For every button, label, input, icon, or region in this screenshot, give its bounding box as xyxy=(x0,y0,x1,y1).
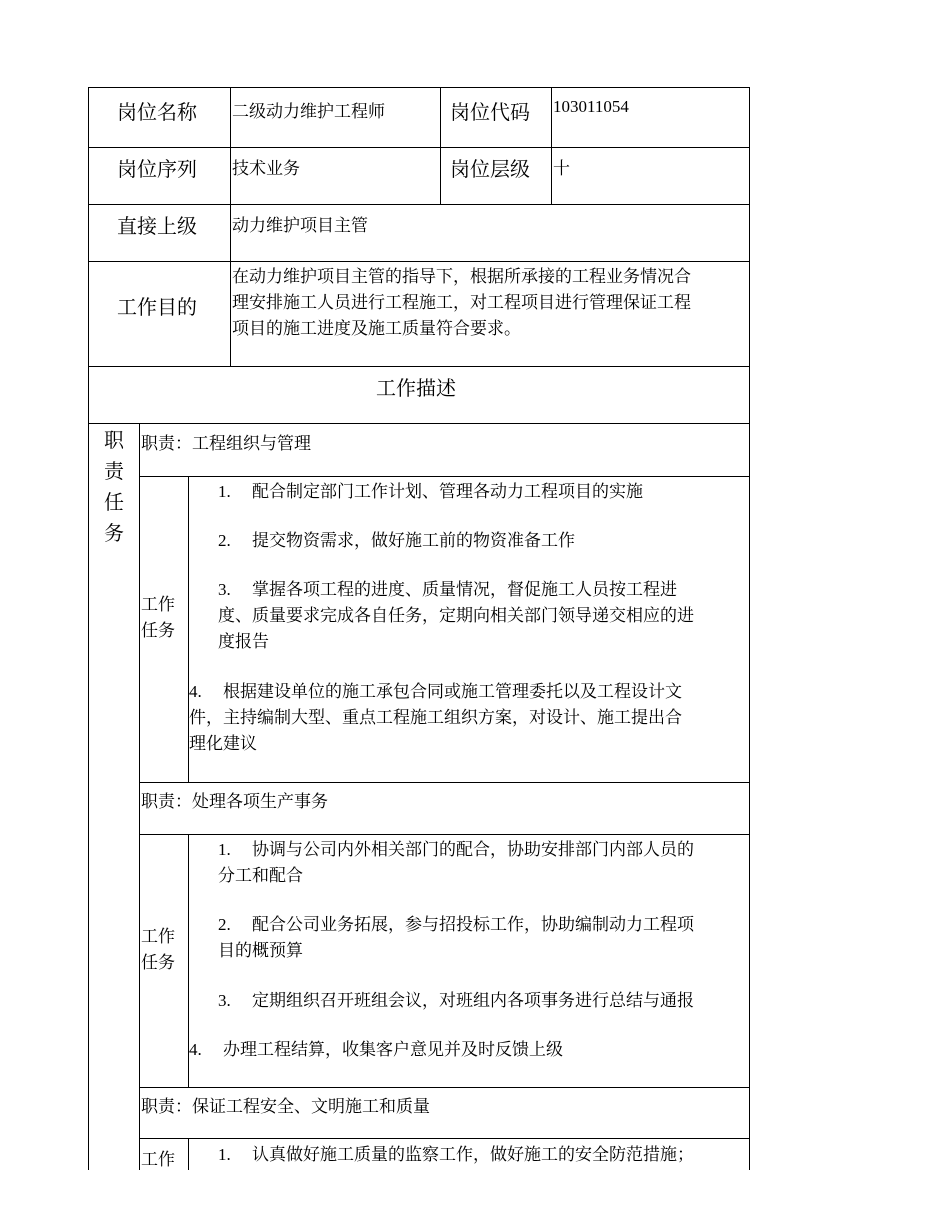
task-number: 1. xyxy=(218,482,231,501)
task-text: 理化建议 xyxy=(189,734,257,753)
task-label: 工作 xyxy=(141,1150,175,1169)
row-divider xyxy=(88,423,750,424)
row-divider xyxy=(88,147,750,148)
row-divider xyxy=(139,834,750,835)
task-text: 度报告 xyxy=(218,632,269,651)
row-divider xyxy=(139,1138,750,1139)
duties-label-char: 职 xyxy=(104,430,124,452)
task-text: 分工和配合 xyxy=(218,866,303,885)
position-name-label: 岗位名称 xyxy=(117,102,197,124)
task-item xyxy=(189,1037,563,1063)
task-text: 件，主持编制大型、重点工程施工组织方案，对设计、施工提出合 xyxy=(189,708,682,727)
purpose-text xyxy=(232,264,691,342)
task-text: 定期组织召开班组会议，对班组内各项事务进行总结与通报 xyxy=(252,991,694,1010)
level-label: 岗位层级 xyxy=(450,159,530,181)
col-divider xyxy=(551,87,552,204)
duties-label-char: 务 xyxy=(104,523,124,545)
superior-label: 直接上级 xyxy=(117,216,197,238)
description-title: 工作描述 xyxy=(376,378,456,400)
task-number: 3. xyxy=(218,991,231,1010)
task-item xyxy=(218,988,694,1014)
task-text: 协调与公司内外相关部门的配合，协助安排部门内部人员的 xyxy=(252,840,694,859)
position-name-value: 二级动力维护工程师 xyxy=(232,102,385,121)
task-text: 提交物资需求，做好施工前的物资准备工作 xyxy=(252,531,575,550)
task-text: 根据建设单位的施工承包合同或施工管理委托以及工程设计文 xyxy=(223,682,682,701)
task-text: 掌握各项工程的进度、质量情况，督促施工人员按工程进 xyxy=(252,580,677,599)
task-number: 2. xyxy=(218,531,231,550)
purpose-line: 理安排施工人员进行工程施工，对工程项目进行管理保证工程 xyxy=(232,293,691,312)
duty-title: 职责：处理各项生产事务 xyxy=(141,792,328,811)
sequence-value: 技术业务 xyxy=(232,159,300,178)
col-divider xyxy=(139,423,140,1170)
task-item xyxy=(218,1142,694,1168)
task-number: 1. xyxy=(218,1145,231,1164)
duty-title: 职责：保证工程安全、文明施工和质量 xyxy=(141,1097,430,1116)
task-text: 配合制定部门工作计划、管理各动力工程项目的实施 xyxy=(252,482,643,501)
task-label: 工作 任务 xyxy=(141,595,175,640)
task-text: 配合公司业务拓展，参与招投标工作，协助编制动力工程项 xyxy=(252,915,694,934)
task-item xyxy=(218,837,694,889)
duties-label xyxy=(102,426,126,550)
duty-title: 职责：工程组织与管理 xyxy=(141,434,311,453)
col-divider xyxy=(440,87,441,204)
table-border-right xyxy=(749,87,750,1170)
purpose-label: 工作目的 xyxy=(117,297,197,319)
row-divider xyxy=(139,782,750,783)
row-divider xyxy=(88,366,750,367)
task-number: 1. xyxy=(218,840,231,859)
sequence-label: 岗位序列 xyxy=(117,159,197,181)
row-divider xyxy=(139,476,750,477)
task-item xyxy=(218,577,694,655)
task-item xyxy=(189,679,682,757)
task-item xyxy=(218,479,643,505)
task-label: 工作 任务 xyxy=(141,927,175,972)
row-divider xyxy=(88,261,750,262)
purpose-line: 项目的施工进度及施工质量符合要求。 xyxy=(232,319,521,338)
table-border-left xyxy=(88,87,89,1170)
row-divider xyxy=(139,1087,750,1088)
task-text: 目的概预算 xyxy=(218,941,303,960)
duties-label-char: 责 xyxy=(104,461,124,483)
table-border-top xyxy=(88,87,750,88)
position-code-value: 103011054 xyxy=(553,97,629,116)
superior-value: 动力维护项目主管 xyxy=(232,216,368,235)
task-number: 4. xyxy=(189,1040,202,1059)
purpose-line: 在动力维护项目主管的指导下，根据所承接的工程业务情况合 xyxy=(232,267,691,286)
level-value: 十 xyxy=(553,159,570,178)
position-code-label: 岗位代码 xyxy=(450,102,530,124)
task-number: 4. xyxy=(189,682,202,701)
duties-label-char: 任 xyxy=(104,492,124,514)
task-text: 认真做好施工质量的监察工作，做好施工的安全防范措施； xyxy=(252,1145,694,1164)
row-divider xyxy=(88,204,750,205)
task-text: 度、质量要求完成各自任务，定期向相关部门领导递交相应的进 xyxy=(218,606,694,625)
task-number: 3. xyxy=(218,580,231,599)
task-number: 2. xyxy=(218,915,231,934)
col-divider xyxy=(188,1138,189,1170)
task-text: 办理工程结算，收集客户意见并及时反馈上级 xyxy=(223,1040,563,1059)
col-divider xyxy=(230,87,231,366)
task-item xyxy=(218,528,575,554)
task-item xyxy=(218,912,694,964)
